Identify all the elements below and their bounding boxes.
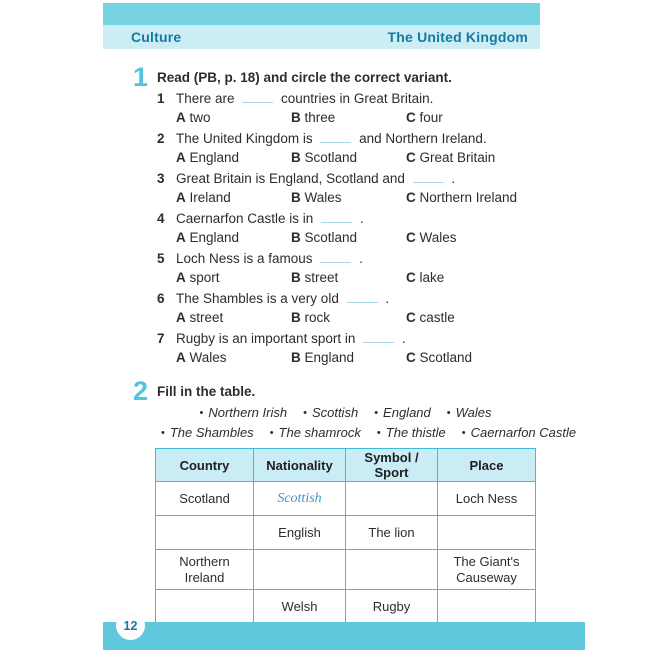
unit-title: The United Kingdom — [387, 29, 528, 45]
options-row — [176, 268, 563, 288]
option-letter: A — [176, 110, 186, 125]
empty-cell[interactable] — [156, 516, 254, 550]
word-bank-line — [153, 403, 538, 423]
option-c[interactable]: C Northern Ireland — [406, 190, 518, 205]
option-letter: A — [176, 150, 186, 165]
option-letter: C — [406, 150, 416, 165]
column-header: Country — [156, 449, 254, 482]
answer-blank[interactable] — [320, 131, 351, 143]
word-bank-item[interactable]: • The Shambles — [161, 425, 254, 440]
option-c[interactable]: C Great Britain — [406, 150, 496, 165]
option-letter: B — [291, 110, 301, 125]
question-number: 4 — [157, 211, 165, 226]
bullet-icon: • — [446, 407, 451, 419]
question-line — [157, 289, 563, 308]
handwritten-answer: Scottish — [277, 491, 322, 506]
question-number: 5 — [157, 251, 165, 266]
option-letter: B — [291, 190, 301, 205]
question — [157, 129, 563, 168]
page-content — [103, 49, 577, 624]
bullet-icon: • — [461, 427, 466, 439]
option-letter: C — [406, 190, 416, 205]
answer-blank[interactable] — [413, 171, 444, 183]
question-text: The Shambles is a very old . — [176, 291, 390, 306]
question-text: Great Britain is England, Scotland and . — [176, 171, 456, 186]
column-header: Symbol / Sport — [346, 449, 438, 482]
page-number-badge — [116, 611, 145, 640]
word-bank-item[interactable]: • The shamrock — [269, 425, 361, 440]
word-bank-item[interactable]: • Scottish — [303, 405, 359, 420]
exercise2-number: 2 — [133, 376, 149, 406]
question — [157, 209, 563, 248]
option-a[interactable]: A street — [176, 310, 224, 325]
option-a[interactable]: A two — [176, 110, 211, 125]
option-letter: A — [176, 350, 186, 365]
word-bank-item[interactable]: • Northern Irish — [199, 405, 288, 420]
options-row — [176, 188, 563, 208]
question-number: 7 — [157, 331, 165, 346]
exercise1-instruction: Read (PB, p. 18) and circle the correct variant. — [157, 70, 452, 85]
answer-blank[interactable] — [347, 291, 378, 303]
option-a[interactable]: A Ireland — [176, 190, 231, 205]
options-row — [176, 148, 563, 168]
option-a[interactable]: A sport — [176, 270, 220, 285]
option-letter: A — [176, 230, 186, 245]
bullet-icon: • — [374, 407, 379, 419]
option-b[interactable]: B street — [291, 270, 339, 285]
table-row — [156, 550, 536, 590]
answer-blank[interactable] — [321, 211, 352, 223]
filled-cell: Welsh — [254, 590, 346, 624]
exercise1-header — [103, 62, 563, 92]
table-row — [156, 590, 536, 624]
word-bank-line — [153, 423, 577, 443]
question-text: There are countries in Great Britain. — [176, 91, 434, 106]
question-text: The United Kingdom is and Northern Ireland. — [176, 131, 487, 146]
question-number: 2 — [157, 131, 165, 146]
option-b[interactable]: B Scotland — [291, 150, 358, 165]
bottom-color-band — [103, 622, 585, 650]
page-header-band — [103, 25, 540, 49]
option-letter: B — [291, 310, 301, 325]
question-line — [157, 249, 563, 268]
option-letter: A — [176, 310, 186, 325]
option-b[interactable]: B three — [291, 110, 336, 125]
exercise2-header — [103, 376, 563, 406]
filled-cell: Loch Ness — [438, 482, 536, 516]
options-row — [176, 308, 563, 328]
option-letter: C — [406, 230, 416, 245]
question — [157, 289, 563, 328]
option-letter: C — [406, 350, 416, 365]
option-c[interactable]: C four — [406, 110, 443, 125]
option-letter: B — [291, 350, 301, 365]
option-letter: C — [406, 310, 416, 325]
exercise2-instruction: Fill in the table. — [157, 384, 256, 399]
empty-cell[interactable] — [156, 590, 254, 624]
filled-cell: Scotland — [156, 482, 254, 516]
answer-blank[interactable] — [320, 251, 351, 263]
option-letter: C — [406, 110, 416, 125]
option-letter: A — [176, 190, 186, 205]
bullet-icon: • — [161, 427, 165, 439]
option-c[interactable]: C castle — [406, 310, 455, 325]
empty-cell[interactable] — [438, 590, 536, 624]
option-a[interactable]: A Wales — [176, 350, 227, 365]
question — [157, 249, 563, 288]
question-number: 3 — [157, 171, 165, 186]
question-text: Caernarfon Castle is in . — [176, 211, 364, 226]
word-bank-item[interactable]: • The thistle — [376, 425, 446, 440]
empty-cell[interactable] — [346, 550, 438, 590]
table-header-row — [156, 449, 536, 482]
question-text: Rugby is an important sport in . — [176, 331, 406, 346]
bullet-icon: • — [376, 427, 381, 439]
option-b[interactable]: B Wales — [291, 190, 342, 205]
filled-cell: The Giant's Causeway — [438, 550, 536, 590]
answer-blank[interactable] — [242, 91, 273, 103]
filled-cell: Rugby — [346, 590, 438, 624]
filled-cell: English — [254, 516, 346, 550]
option-letter: C — [406, 270, 416, 285]
options-row — [176, 228, 563, 248]
option-c[interactable]: C Wales — [406, 230, 457, 245]
bullet-icon: • — [269, 427, 274, 439]
column-header: Place — [438, 449, 536, 482]
word-bank-item[interactable]: • Wales — [446, 405, 492, 420]
options-row — [176, 348, 563, 368]
section-title: Culture — [131, 29, 182, 45]
answer-blank[interactable] — [363, 331, 394, 343]
options-row — [176, 108, 563, 128]
question-line — [157, 89, 563, 108]
bullet-icon: • — [303, 407, 307, 419]
word-bank-item[interactable]: • Caernarfon Castle — [461, 425, 577, 440]
table-row — [156, 516, 536, 550]
empty-cell[interactable] — [346, 482, 438, 516]
word-bank — [153, 403, 577, 443]
word-bank-item[interactable]: • England — [374, 405, 431, 420]
page-number: 12 — [123, 618, 138, 633]
question-line — [157, 129, 563, 148]
column-header: Nationality — [254, 449, 346, 482]
bullet-icon: • — [199, 407, 204, 419]
option-a[interactable]: A England — [176, 150, 240, 165]
question-text: Loch Ness is a famous . — [176, 251, 363, 266]
exercise1-number: 1 — [133, 62, 149, 92]
question — [157, 169, 563, 208]
empty-cell[interactable] — [438, 516, 536, 550]
question — [157, 89, 563, 128]
top-color-band — [103, 3, 540, 25]
option-a[interactable]: A England — [176, 230, 240, 245]
question-line — [157, 329, 563, 348]
option-letter: B — [291, 150, 301, 165]
filled-cell: Northern Ireland — [156, 550, 254, 590]
option-c[interactable]: C Scotland — [406, 350, 473, 365]
table-row — [156, 482, 536, 516]
fill-in-table — [155, 448, 536, 624]
option-b[interactable]: B Scotland — [291, 230, 358, 245]
empty-cell[interactable] — [254, 550, 346, 590]
question — [157, 329, 563, 368]
question-line — [157, 209, 563, 228]
option-letter: B — [291, 270, 301, 285]
question-number: 6 — [157, 291, 165, 306]
option-b[interactable]: B rock — [291, 310, 331, 325]
option-b[interactable]: B England — [291, 350, 355, 365]
filled-cell: The lion — [346, 516, 438, 550]
filled-cell — [254, 482, 346, 516]
option-letter: A — [176, 270, 186, 285]
question-line — [157, 169, 563, 188]
option-c[interactable]: C lake — [406, 270, 445, 285]
question-number: 1 — [157, 91, 165, 106]
option-letter: B — [291, 230, 301, 245]
question-list — [157, 89, 563, 368]
